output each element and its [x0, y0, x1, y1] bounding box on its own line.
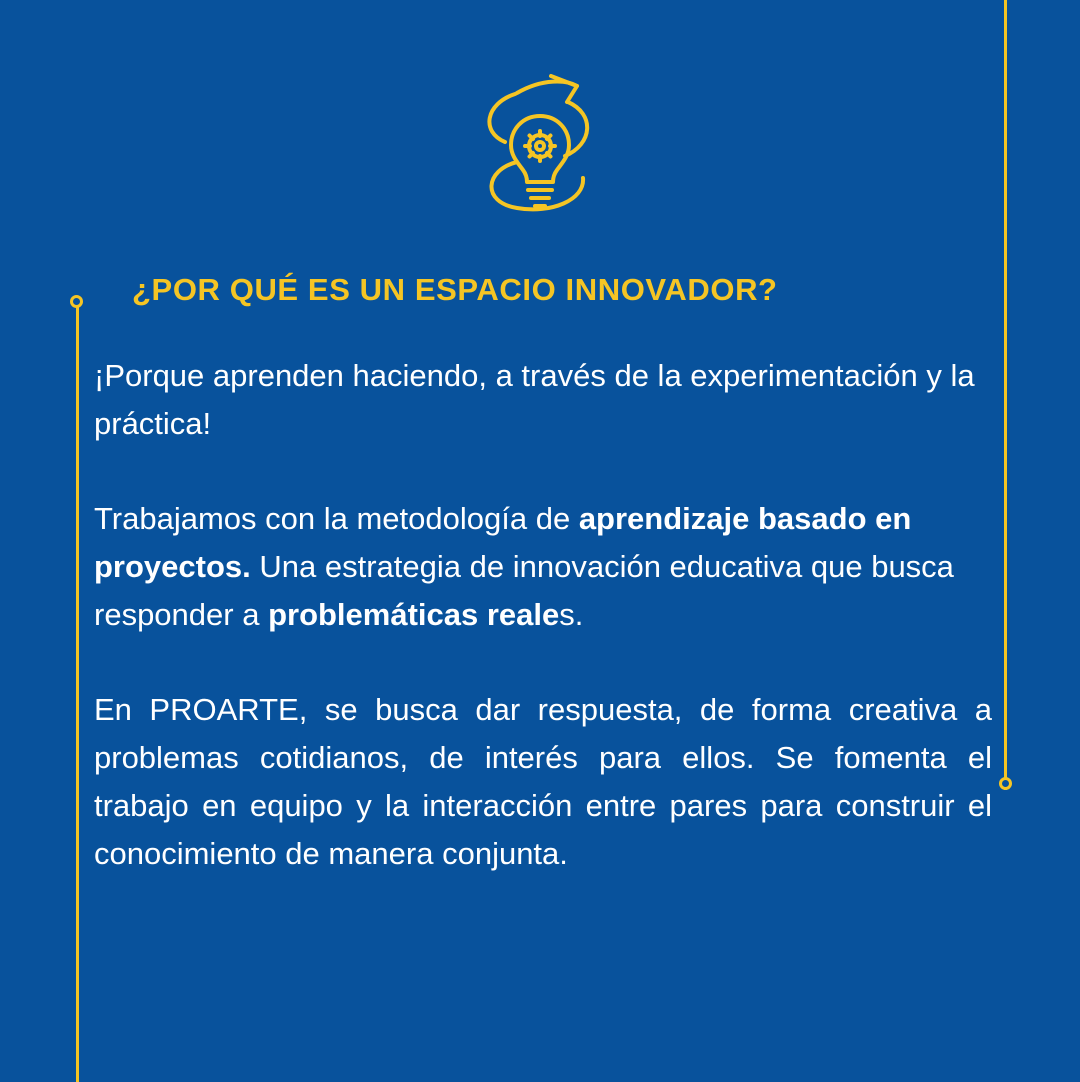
text-run: En PROARTE, se busca dar respuesta, de forma creativa a problemas cotidianos, de interés para ellos. Se fomenta el trabajo en equipo y la interacción entre pares para construir el conocimiento de manera conjunta. [94, 692, 992, 872]
page-title: ¿POR QUÉ ES UN ESPACIO INNOVADOR? [132, 272, 778, 307]
accent-dot-left [70, 295, 83, 308]
header-icon-area [0, 58, 1080, 228]
text-run: s. [559, 597, 584, 633]
accent-dot-right [999, 777, 1012, 790]
paragraph-p1 [94, 352, 994, 448]
vertical-accent-line-left [76, 302, 79, 1082]
content-block [94, 272, 994, 878]
paragraph-p3 [94, 686, 992, 878]
body-text [94, 352, 994, 878]
paragraph-p2 [94, 495, 994, 639]
text-run: ¡Porque aprenden haciendo, a través de la experimentación y la práctica! [94, 358, 975, 442]
text-run: Trabajamos con la metodología de [94, 501, 579, 537]
text-run: problemáticas reale [268, 597, 560, 633]
text-run: aprendizaje basado en proyectos. [94, 501, 912, 585]
text-run: Una estrategia de innovación educativa que busca responder a [94, 549, 954, 633]
lightbulb-gear-innovation-icon [455, 58, 625, 228]
